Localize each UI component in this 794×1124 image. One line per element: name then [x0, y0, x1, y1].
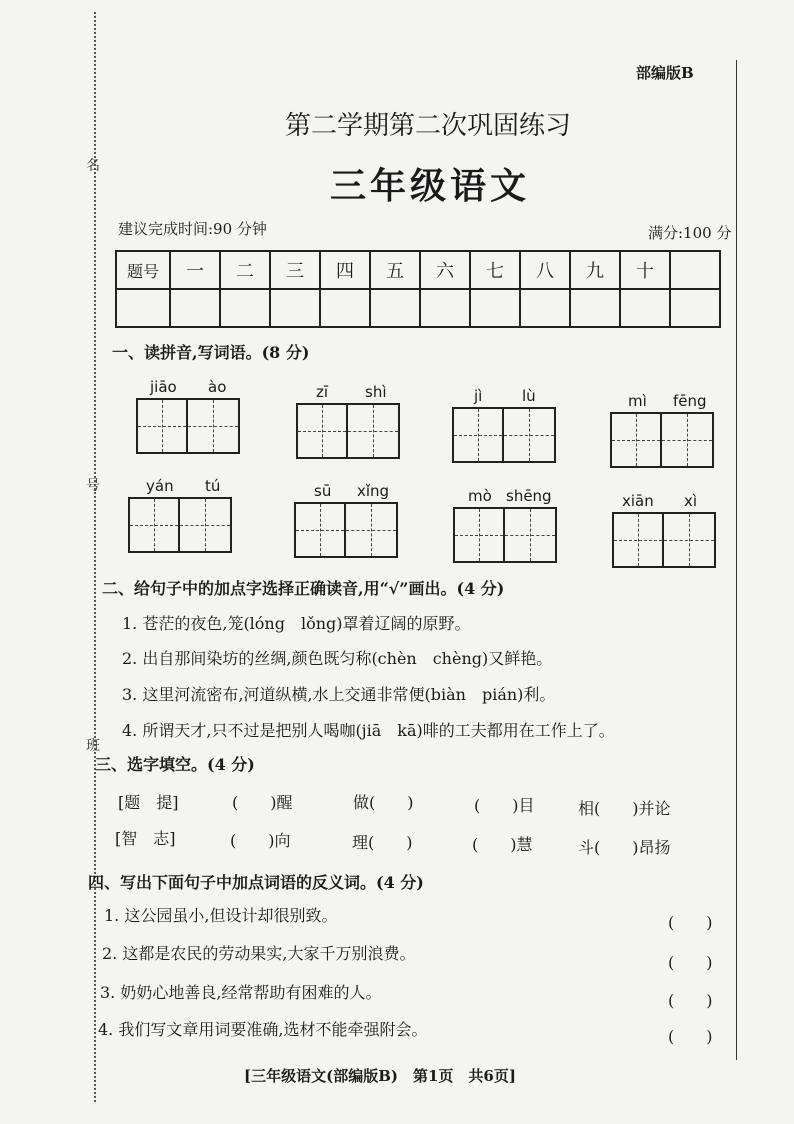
answer-blank[interactable]: ( ) [668, 1027, 713, 1046]
section4-item: 3. 奶奶心地善良,经常帮助有困难的人。 [100, 983, 382, 1002]
pinyin: fēng [673, 392, 707, 410]
score-table-number: 二 [220, 251, 270, 289]
section2-item: 1. 苍茫的夜色,笼(lóng lǒng)罩着辽阔的原野。 [122, 614, 471, 633]
score-label: 满分:100 分 [648, 224, 732, 242]
score-cell[interactable] [670, 289, 720, 327]
score-table-number: 三 [270, 251, 320, 289]
writing-grid[interactable] [294, 502, 398, 558]
score-cell[interactable] [620, 289, 670, 327]
pinyin: shì [365, 383, 387, 401]
score-table-extra [670, 251, 720, 289]
writing-grid[interactable] [296, 403, 400, 459]
fill-blank[interactable]: 理( ) [352, 833, 413, 852]
score-table-number: 四 [320, 251, 370, 289]
writing-grid[interactable] [610, 412, 714, 468]
score-table-number: 六 [420, 251, 470, 289]
pinyin: tú [205, 477, 221, 495]
answer-blank[interactable]: ( ) [668, 913, 713, 932]
score-cell[interactable] [270, 289, 320, 327]
pinyin: xǐng [357, 482, 390, 500]
choice-chars: [智 志] [115, 829, 176, 848]
fill-blank[interactable]: ( )目 [474, 796, 535, 815]
binding-line [94, 12, 96, 1102]
score-table-number: 五 [370, 251, 420, 289]
writing-grid[interactable] [452, 407, 556, 463]
pinyin: jì [474, 387, 483, 405]
pinyin: shēng [506, 487, 552, 505]
section2-title: 二、给句子中的加点字选择正确读音,用“√”画出。(4 分) [102, 579, 505, 598]
pinyin: mì [628, 392, 647, 410]
section4-title: 四、写出下面句子中加点词语的反义词。(4 分) [88, 873, 424, 892]
section2-item: 2. 出自那间染坊的丝绸,颜色既匀称(chèn chèng)又鲜艳。 [122, 649, 553, 668]
score-cell[interactable] [420, 289, 470, 327]
score-table-label: 题号 [116, 251, 170, 289]
pinyin: mò [468, 487, 492, 505]
section4-item: 4. 我们写文章用词要准确,选材不能牵强附会。 [98, 1020, 428, 1039]
pinyin: xiān [622, 492, 654, 510]
pinyin: yán [146, 477, 174, 495]
writing-grid[interactable] [136, 398, 240, 454]
page-footer: [三年级语文(部编版B) 第1页 共6页] [244, 1067, 516, 1085]
page-title: 三年级语文 [330, 165, 531, 207]
score-cell[interactable] [520, 289, 570, 327]
pinyin: jiāo [150, 378, 177, 396]
writing-grid[interactable] [453, 507, 557, 563]
binding-mark: 名 [86, 158, 100, 174]
time-label: 建议完成时间:90 分钟 [118, 220, 267, 238]
fill-blank[interactable]: 做( ) [353, 793, 414, 812]
pinyin: sū [314, 482, 332, 500]
score-cell[interactable] [116, 289, 170, 327]
section1-title: 一、读拼音,写词语。(8 分) [112, 343, 310, 362]
score-table-number: 十 [620, 251, 670, 289]
page-edge-line [736, 60, 737, 1060]
fill-blank[interactable]: ( )慧 [472, 835, 533, 854]
section2-item: 4. 所谓天才,只不过是把别人喝咖(jiā kā)啡的工夫都用在工作上了。 [122, 721, 615, 740]
score-cell[interactable] [170, 289, 220, 327]
edition-label: 部编版B [636, 64, 694, 82]
pinyin: zī [316, 383, 329, 401]
pinyin: lù [522, 387, 536, 405]
fill-blank[interactable]: ( )醒 [232, 793, 293, 812]
fill-blank[interactable]: 斗( )昂扬 [578, 838, 671, 857]
binding-mark: 班 [86, 738, 100, 754]
score-cell[interactable] [220, 289, 270, 327]
binding-mark: 号 [86, 478, 100, 494]
score-cell[interactable] [470, 289, 520, 327]
score-cell[interactable] [570, 289, 620, 327]
score-cell[interactable] [320, 289, 370, 327]
pinyin: xì [684, 492, 698, 510]
score-table [115, 250, 721, 328]
section4-item: 1. 这公园虽小,但设计却很别致。 [104, 906, 338, 925]
answer-blank[interactable]: ( ) [668, 991, 713, 1010]
score-table-number: 八 [520, 251, 570, 289]
answer-blank[interactable]: ( ) [668, 953, 713, 972]
fill-blank[interactable]: ( )向 [230, 831, 291, 850]
page-subtitle: 第二学期第二次巩固练习 [285, 111, 572, 141]
section2-item: 3. 这里河流密布,河道纵横,水上交通非常便(biàn pián)利。 [122, 685, 556, 704]
score-table-number: 七 [470, 251, 520, 289]
score-cell[interactable] [370, 289, 420, 327]
section3-title: 三、选字填空。(4 分) [95, 755, 255, 774]
pinyin: ào [208, 378, 227, 396]
choice-chars: [题 提] [118, 793, 179, 812]
writing-grid[interactable] [128, 497, 232, 553]
score-table-number: 一 [170, 251, 220, 289]
score-table-number: 九 [570, 251, 620, 289]
writing-grid[interactable] [612, 512, 716, 568]
section4-item: 2. 这都是农民的劳动果实,大家千万别浪费。 [102, 944, 416, 963]
fill-blank[interactable]: 相( )并论 [578, 799, 671, 818]
